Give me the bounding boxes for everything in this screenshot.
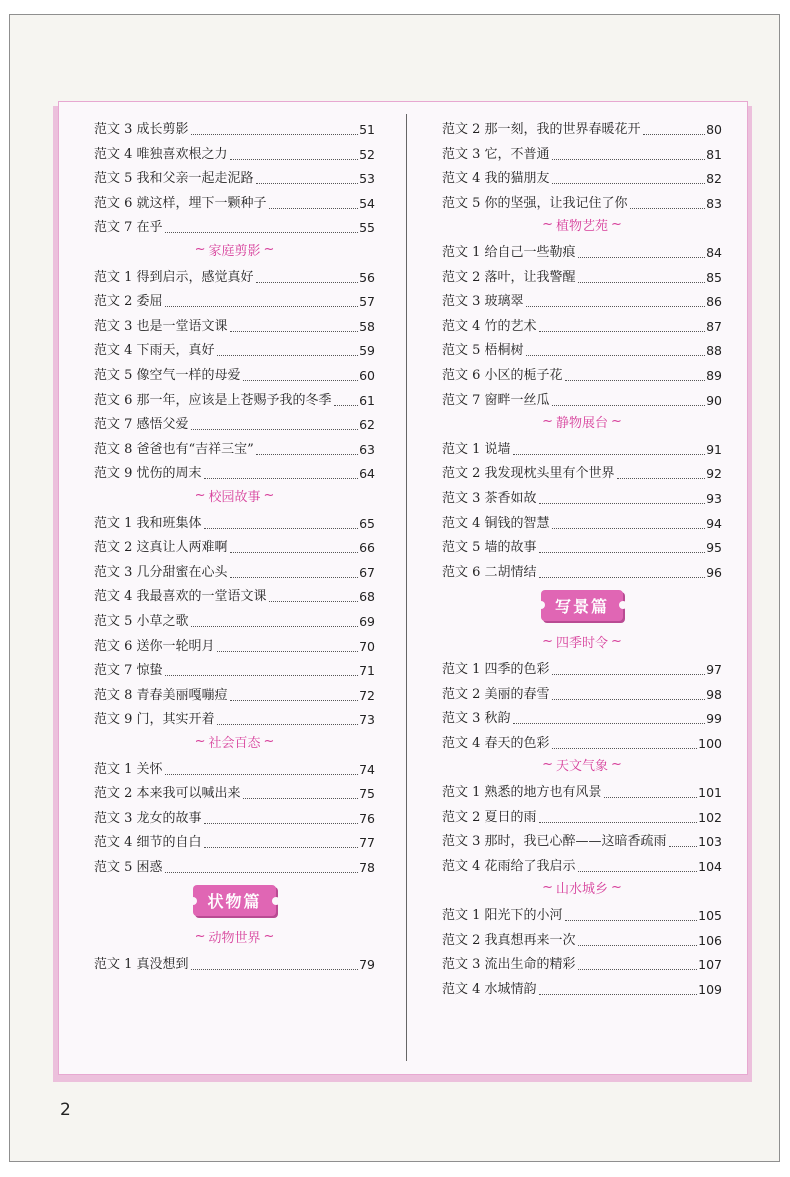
toc-entry [442, 508, 722, 532]
toc-entry [94, 458, 375, 482]
toc-entry-page: 51 [359, 122, 375, 137]
toc-entry-page: 75 [359, 786, 375, 802]
toc-entry-page: 88 [706, 343, 722, 359]
toc-entry-page: 104 [698, 858, 722, 874]
dot-leader [539, 822, 698, 823]
toc-entry-page: 52 [359, 146, 375, 162]
toc-entry-page: 81 [706, 146, 722, 162]
toc-entry-page: 79 [359, 957, 375, 973]
section-heading-label: 植物艺苑 [555, 218, 608, 234]
toc-entry-title: 范文 2 这真让人两难啊 [94, 540, 228, 556]
toc-entry-title: 范文 4 我最喜欢的一堂语文课 [94, 589, 267, 605]
toc-entry-page: 57 [359, 294, 375, 310]
section-heading-label: 校园故事 [208, 489, 261, 505]
toc-entry [442, 851, 722, 875]
toc-entry-title: 范文 1 我和班集体 [94, 515, 202, 531]
toc-entry [442, 654, 722, 678]
toc-entry-title: 范文 3 几分甜蜜在心头 [94, 564, 228, 580]
dot-leader [539, 994, 698, 995]
dot-leader [552, 159, 706, 160]
dot-leader [526, 355, 706, 356]
toc-entry-page: 62 [359, 417, 375, 433]
toc-entry-title: 范文 5 墙的故事 [442, 540, 537, 556]
toc-entry-title: 范文 6 那一年，应该是上苍赐予我的冬季 [94, 392, 332, 408]
toc-entry [94, 262, 375, 286]
dot-leader [578, 871, 698, 872]
dot-leader [539, 503, 706, 504]
section-heading [94, 483, 375, 507]
toc-entry-page: 53 [359, 171, 375, 187]
toc-entry-page: 54 [359, 195, 375, 211]
toc-entry-title: 范文 2 落叶，让我警醒 [442, 269, 576, 285]
toc-entry [94, 139, 375, 163]
toc-entry-title: 范文 2 夏日的雨 [442, 809, 537, 825]
toc-entry [94, 803, 375, 827]
toc-entry-title: 范文 2 委屈 [94, 294, 163, 310]
dot-leader [256, 282, 359, 283]
toc-entry-title: 范文 4 细节的自白 [94, 835, 202, 851]
toc-entry-page: 94 [706, 515, 722, 531]
tilde-ornament: ~ [542, 413, 553, 429]
toc-entry-page: 91 [706, 441, 722, 457]
toc-entry-page: 89 [706, 368, 722, 383]
toc-entry [94, 655, 375, 679]
toc-entry-page: 86 [706, 294, 722, 310]
dot-leader [578, 282, 706, 283]
toc-entry-title: 范文 5 像空气一样的母爱 [94, 368, 241, 383]
dot-leader [191, 429, 359, 430]
toc-entry-title: 范文 1 给自己一些勒痕 [442, 245, 576, 260]
toc-entry-title: 范文 3 茶香如故 [442, 491, 537, 506]
dot-leader [191, 134, 359, 135]
toc-entry-title: 范文 4 竹的艺术 [442, 318, 537, 334]
section-heading [94, 237, 375, 261]
toc-entry [94, 409, 375, 433]
toc-entry [442, 458, 722, 482]
dot-leader [204, 528, 359, 529]
dot-leader [552, 528, 706, 529]
toc-entry-title: 范文 1 关怀 [94, 761, 163, 777]
toc-entry-page: 70 [359, 638, 375, 654]
dot-leader [604, 797, 698, 798]
toc-entry [94, 286, 375, 310]
section-heading [442, 875, 722, 899]
dot-leader [630, 208, 706, 209]
toc-entry-page: 83 [706, 195, 722, 211]
dot-leader [513, 454, 706, 455]
toc-entry-title: 范文 9 门，其实开着 [94, 712, 215, 728]
toc-entry-page: 76 [359, 810, 375, 826]
toc-entry [442, 703, 722, 727]
toc-entry [442, 802, 722, 826]
toc-entry-page: 98 [706, 686, 722, 702]
dot-leader [165, 232, 359, 233]
toc-entry [442, 262, 722, 286]
tilde-ornament: ~ [263, 487, 275, 503]
toc-entry-title: 范文 3 也是一堂语文课 [94, 318, 228, 334]
toc-entry-page: 93 [706, 491, 722, 506]
dot-leader [217, 651, 359, 652]
toc-entry-page: 65 [359, 515, 375, 531]
toc-entry-page: 61 [359, 392, 375, 408]
toc-entry [94, 949, 375, 973]
toc-entry-title: 范文 2 那一刻，我的世界春暖花开 [442, 122, 641, 137]
toc-entry-page: 80 [706, 122, 722, 137]
tilde-ornament: ~ [263, 241, 275, 257]
toc-entry-page: 78 [359, 860, 375, 875]
toc-entry [94, 360, 375, 384]
toc-entry [94, 114, 375, 138]
tilde-ornament: ~ [611, 413, 622, 429]
toc-entry-title: 范文 6 二胡情结 [442, 564, 537, 580]
toc-entry [442, 385, 722, 409]
toc-entry-page: 71 [359, 663, 375, 679]
tilde-ornament: ~ [263, 733, 275, 749]
tilde-ornament: ~ [611, 216, 622, 232]
dot-leader [256, 454, 358, 455]
toc-entry [94, 311, 375, 335]
toc-entry-title: 范文 2 我真想再来一次 [442, 932, 576, 948]
toc-entry-title: 范文 8 爸爸也有“吉祥三宝” [94, 441, 254, 457]
toc-entry [94, 754, 375, 778]
toc-entry-title: 范文 7 感悟父爱 [94, 417, 189, 433]
dot-leader [230, 577, 359, 578]
section-heading-label: 四季时令 [555, 635, 608, 651]
toc-entry [442, 557, 722, 581]
toc-entry [442, 286, 722, 310]
toc-entry-title: 范文 3 成长剪影 [94, 122, 189, 137]
toc-entry-page: 95 [706, 540, 722, 556]
toc-entry-title: 范文 4 我的猫朋友 [442, 171, 550, 187]
toc-entry [442, 679, 722, 703]
toc-entry-page: 60 [359, 368, 375, 383]
toc-entry-title: 范文 3 流出生命的精彩 [442, 957, 576, 973]
toc-entry-page: 77 [359, 835, 375, 851]
toc-entry-title: 范文 3 玻璃翠 [442, 294, 524, 310]
toc-entry-page: 56 [359, 269, 375, 285]
toc-entry-page: 100 [698, 735, 722, 751]
toc-entry [442, 974, 722, 998]
toc-entry [442, 163, 722, 187]
toc-entry [94, 532, 375, 556]
part-banner-label: 状物篇 [193, 885, 275, 916]
tilde-ornament: ~ [194, 733, 206, 749]
dot-leader [165, 872, 359, 873]
dot-leader [526, 306, 706, 307]
toc-entry [442, 925, 722, 949]
toc-entry-page: 68 [359, 589, 375, 605]
section-heading-label: 山水城乡 [555, 881, 608, 897]
toc-entry [442, 139, 722, 163]
dot-leader [578, 945, 698, 946]
toc-entry-page: 99 [706, 711, 722, 727]
toc-entry-title: 范文 4 下雨天，真好 [94, 343, 215, 359]
dot-leader [217, 724, 359, 725]
toc-entry-page: 72 [359, 687, 375, 703]
dot-leader [513, 723, 706, 724]
dot-leader [191, 969, 359, 970]
toc-entry [94, 704, 375, 728]
toc-entry-title: 范文 1 真没想到 [94, 957, 189, 973]
toc-entry-title: 范文 3 那时，我已心醉——这暗香疏雨 [442, 834, 667, 850]
dot-leader [256, 183, 359, 184]
toc-entry-page: 90 [706, 392, 722, 408]
dot-leader [230, 700, 359, 701]
page-number: 2 [60, 1100, 71, 1120]
toc-entry [94, 680, 375, 704]
toc-entry-title: 范文 4 春天的色彩 [442, 735, 550, 751]
toc-entry-title: 范文 6 小区的栀子花 [442, 368, 563, 383]
section-heading-label: 家庭剪影 [208, 243, 261, 259]
toc-entry [94, 508, 375, 532]
toc-entry [442, 335, 722, 359]
toc-entry-title: 范文 5 我和父亲一起走泥路 [94, 171, 254, 187]
toc-entry [94, 212, 375, 236]
dot-leader [565, 920, 698, 921]
toc-entry-title: 范文 4 铜钱的智慧 [442, 515, 550, 531]
toc-entry [442, 237, 722, 261]
toc-entry-title: 范文 2 美丽的春雪 [442, 686, 550, 702]
toc-entry-title: 范文 1 阳光下的小河 [442, 908, 563, 923]
part-banner [442, 585, 722, 625]
section-heading [442, 752, 722, 776]
dot-leader [191, 626, 359, 627]
tilde-ornament: ~ [542, 216, 553, 232]
tilde-ornament: ~ [542, 879, 553, 895]
toc-entry-title: 范文 8 青春美丽嘎嘣痘 [94, 687, 228, 703]
dot-leader [669, 846, 698, 847]
tilde-ornament: ~ [542, 756, 553, 772]
toc-entry [442, 483, 722, 507]
toc-entry-page: 105 [698, 908, 722, 923]
dot-leader [552, 405, 706, 406]
toc-entry-title: 范文 5 小草之歌 [94, 614, 189, 629]
toc-entry-title: 范文 1 四季的色彩 [442, 662, 550, 677]
toc-entry [442, 188, 722, 212]
toc-entry-page: 69 [359, 614, 375, 629]
dot-leader [643, 134, 706, 135]
dot-leader [578, 969, 698, 970]
toc-entry-page: 82 [706, 171, 722, 187]
part-banner-label: 写景篇 [541, 590, 623, 621]
toc-entry [442, 900, 722, 924]
toc-entry-title: 范文 2 本来我可以喊出来 [94, 786, 241, 802]
dot-leader [217, 355, 359, 356]
toc-entry-title: 范文 3 它，不普通 [442, 146, 550, 162]
toc-entry [442, 360, 722, 384]
toc-entry [94, 163, 375, 187]
dot-leader [230, 159, 359, 160]
tilde-ornament: ~ [194, 929, 206, 945]
toc-entry [442, 728, 722, 752]
toc-entry-page: 87 [706, 318, 722, 334]
toc-entry [442, 777, 722, 801]
toc-entry-page: 74 [359, 761, 375, 777]
section-heading [94, 925, 375, 949]
dot-leader [165, 306, 359, 307]
toc-entry [94, 335, 375, 359]
dot-leader [539, 577, 706, 578]
toc-entry [94, 606, 375, 630]
tilde-ornament: ~ [611, 633, 622, 649]
tilde-ornament: ~ [263, 929, 275, 945]
tilde-ornament: ~ [611, 879, 622, 895]
toc-entry-page: 85 [706, 269, 722, 285]
section-heading-label: 动物世界 [208, 931, 261, 947]
toc-entry-title: 范文 3 秋韵 [442, 711, 511, 727]
section-heading-label: 静物展台 [555, 415, 608, 431]
dot-leader [243, 380, 359, 381]
toc-entry-title: 范文 7 惊蛰 [94, 663, 163, 679]
toc-entry-title: 范文 5 你的坚强，让我记住了你 [442, 195, 628, 211]
toc-entry-title: 范文 6 就这样，埋下一颗种子 [94, 195, 267, 211]
toc-entry [442, 532, 722, 556]
dot-leader [539, 331, 706, 332]
dot-leader [565, 380, 706, 381]
toc-entry-title: 范文 9 忧伤的周末 [94, 466, 202, 482]
section-heading [442, 409, 722, 433]
part-banner [94, 881, 375, 921]
toc-entry [442, 311, 722, 335]
toc-entry [94, 557, 375, 581]
toc-entry-page: 102 [698, 809, 722, 825]
dot-leader [552, 183, 706, 184]
toc-entry-page: 101 [698, 785, 722, 800]
toc-entry-page: 109 [698, 981, 722, 997]
toc-entry-title: 范文 7 在乎 [94, 220, 163, 236]
toc-entry-page: 84 [706, 245, 722, 260]
toc-entry-title: 范文 4 唯独喜欢根之力 [94, 146, 228, 162]
toc-entry-page: 63 [359, 441, 375, 457]
toc-entry-page: 96 [706, 564, 722, 580]
tilde-ornament: ~ [611, 756, 622, 772]
column-divider [406, 114, 407, 1061]
toc-entry [442, 949, 722, 973]
section-heading-label: 天文气象 [555, 758, 608, 774]
toc-entry-title: 范文 5 梧桐树 [442, 343, 524, 359]
toc-entry-title: 范文 5 困惑 [94, 860, 163, 875]
toc-entry-title: 范文 4 花雨给了我启示 [442, 858, 576, 874]
toc-entry-page: 73 [359, 712, 375, 728]
dot-leader [539, 552, 706, 553]
toc-entry [442, 826, 722, 850]
toc-entry-page: 106 [698, 932, 722, 948]
toc-entry-title: 范文 2 我发现枕头里有个世界 [442, 466, 615, 482]
dot-leader [204, 823, 359, 824]
toc-entry-title: 范文 7 窗畔一丝瓜 [442, 392, 550, 408]
dot-leader [269, 601, 359, 602]
dot-leader [334, 405, 359, 406]
toc-entry-page: 58 [359, 318, 375, 334]
dot-leader [552, 674, 706, 675]
section-heading [94, 729, 375, 753]
toc-entry-title: 范文 1 熟悉的地方也有风景 [442, 785, 602, 800]
section-heading [442, 629, 722, 653]
toc-entry-title: 范文 1 得到启示，感觉真好 [94, 269, 254, 285]
toc-entry [94, 827, 375, 851]
dot-leader [552, 748, 698, 749]
toc-entry-page: 107 [698, 957, 722, 973]
toc-entry [442, 114, 722, 138]
dot-leader [230, 552, 359, 553]
toc-entry [442, 434, 722, 458]
tilde-ornament: ~ [194, 487, 206, 503]
toc-entry-page: 92 [706, 466, 722, 482]
toc-entry [94, 581, 375, 605]
dot-leader [165, 675, 359, 676]
toc-entry-title: 范文 1 说墙 [442, 441, 511, 457]
section-heading-label: 社会百态 [208, 735, 261, 751]
dot-leader [165, 774, 359, 775]
tilde-ornament: ~ [194, 241, 206, 257]
dot-leader [204, 847, 359, 848]
dot-leader [204, 478, 359, 479]
toc-entry-title: 范文 6 送你一轮明月 [94, 638, 215, 654]
dot-leader [230, 331, 359, 332]
toc-entry-title: 范文 4 水城情韵 [442, 981, 537, 997]
toc-entry-title: 范文 3 龙女的故事 [94, 810, 202, 826]
section-heading [442, 212, 722, 236]
toc-entry-page: 67 [359, 564, 375, 580]
toc-entry-page: 66 [359, 540, 375, 556]
dot-leader [617, 478, 706, 479]
dot-leader [243, 798, 359, 799]
toc-entry [94, 852, 375, 876]
tilde-ornament: ~ [542, 633, 553, 649]
dot-leader [269, 208, 359, 209]
dot-leader [552, 699, 706, 700]
toc-entry [94, 188, 375, 212]
toc-entry-page: 59 [359, 343, 375, 359]
toc-entry [94, 778, 375, 802]
dot-leader [578, 257, 706, 258]
toc-entry-page: 55 [359, 220, 375, 236]
toc-entry [94, 434, 375, 458]
toc-entry [94, 385, 375, 409]
toc-entry-page: 64 [359, 466, 375, 482]
toc-entry-page: 97 [706, 662, 722, 677]
toc-entry [94, 631, 375, 655]
toc-entry-page: 103 [698, 834, 722, 850]
